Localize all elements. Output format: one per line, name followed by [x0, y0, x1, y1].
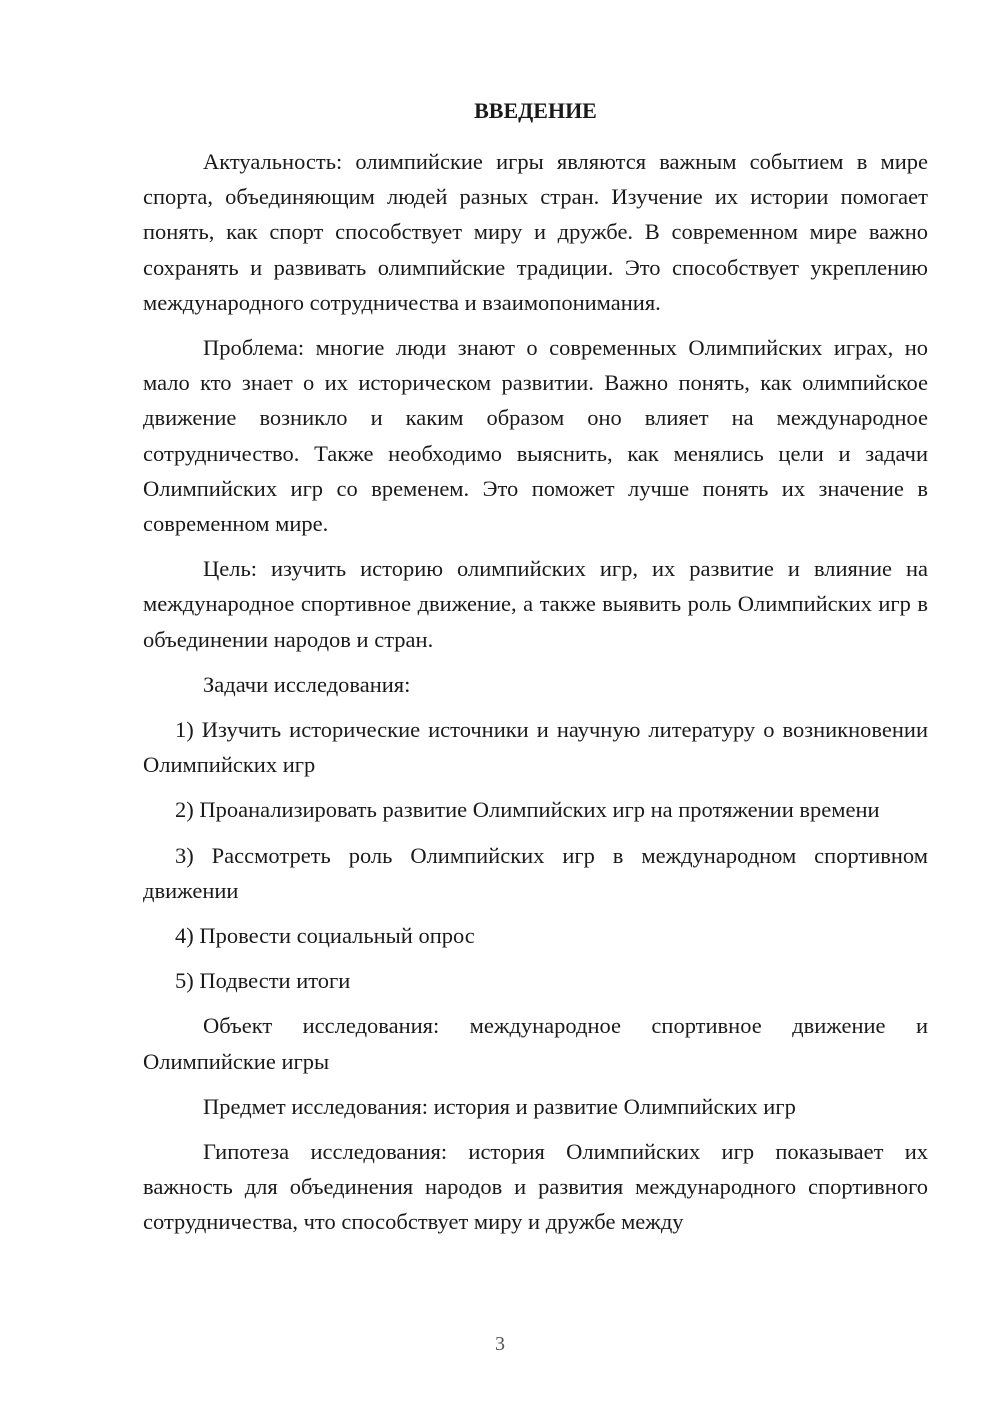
paragraph-subject: Предмет исследования: история и развитие Олимпийских игр: [203, 1093, 796, 1119]
page-content: [143, 96, 928, 1240]
task-item-5: 5) Подвести итоги: [175, 968, 351, 994]
paragraph-tasks-heading: Задачи исследования:: [203, 671, 411, 697]
paragraph-goal: Цель: изучить историю олимпийских игр, их развитие и влияние на международное спортивное движение, а также выявить роль Олимпийских игр в объединении народов и стран.: [143, 556, 928, 652]
paragraph-object: Объект исследования: международное спортивное движение и Олимпийские игры: [143, 1013, 928, 1074]
task-item-2: 2) Проанализировать развитие Олимпийских игр на протяжении времени: [175, 797, 880, 823]
task-item-4: 4) Провести социальный опрос: [175, 923, 475, 949]
section-title: ВВЕДЕНИЕ: [474, 98, 597, 123]
paragraph-problem: Проблема: многие люди знают о современных Олимпийских играх, но мало кто знает о их историческом развитии. Важно понять, как олимпийское движение возникло и каким образом оно влияет на международное сотрудничество. Также необходимо выяснить, как менялись цели и задачи Олимпийских игр со временем. Это поможет лучше понять их значение в современном мире.: [143, 335, 928, 537]
task-item-3: 3) Рассмотреть роль Олимпийских игр в международном спортивном движении: [143, 842, 928, 903]
task-item-1: 1) Изучить исторические источники и научную литературу о возникновении Олимпийских игр: [143, 717, 928, 778]
page-number: 3: [495, 1333, 505, 1355]
paragraph-hypothesis: Гипотеза исследования: история Олимпийских игр показывает их важность для объединения народов и развития международного спортивного сотрудничества, что способствует миру и дружбе между: [143, 1139, 928, 1235]
paragraph-actuality: Актуальность: олимпийские игры являются важным событием в мире спорта, объединяющим людей разных стран. Изучение их истории помогает понять, как спорт способствует миру и дружбе. В современном мире важно сохранять и развивать олимпийские традиции. Это способствует укреплению международного сотрудничества и взаимопонимания.: [143, 149, 928, 315]
